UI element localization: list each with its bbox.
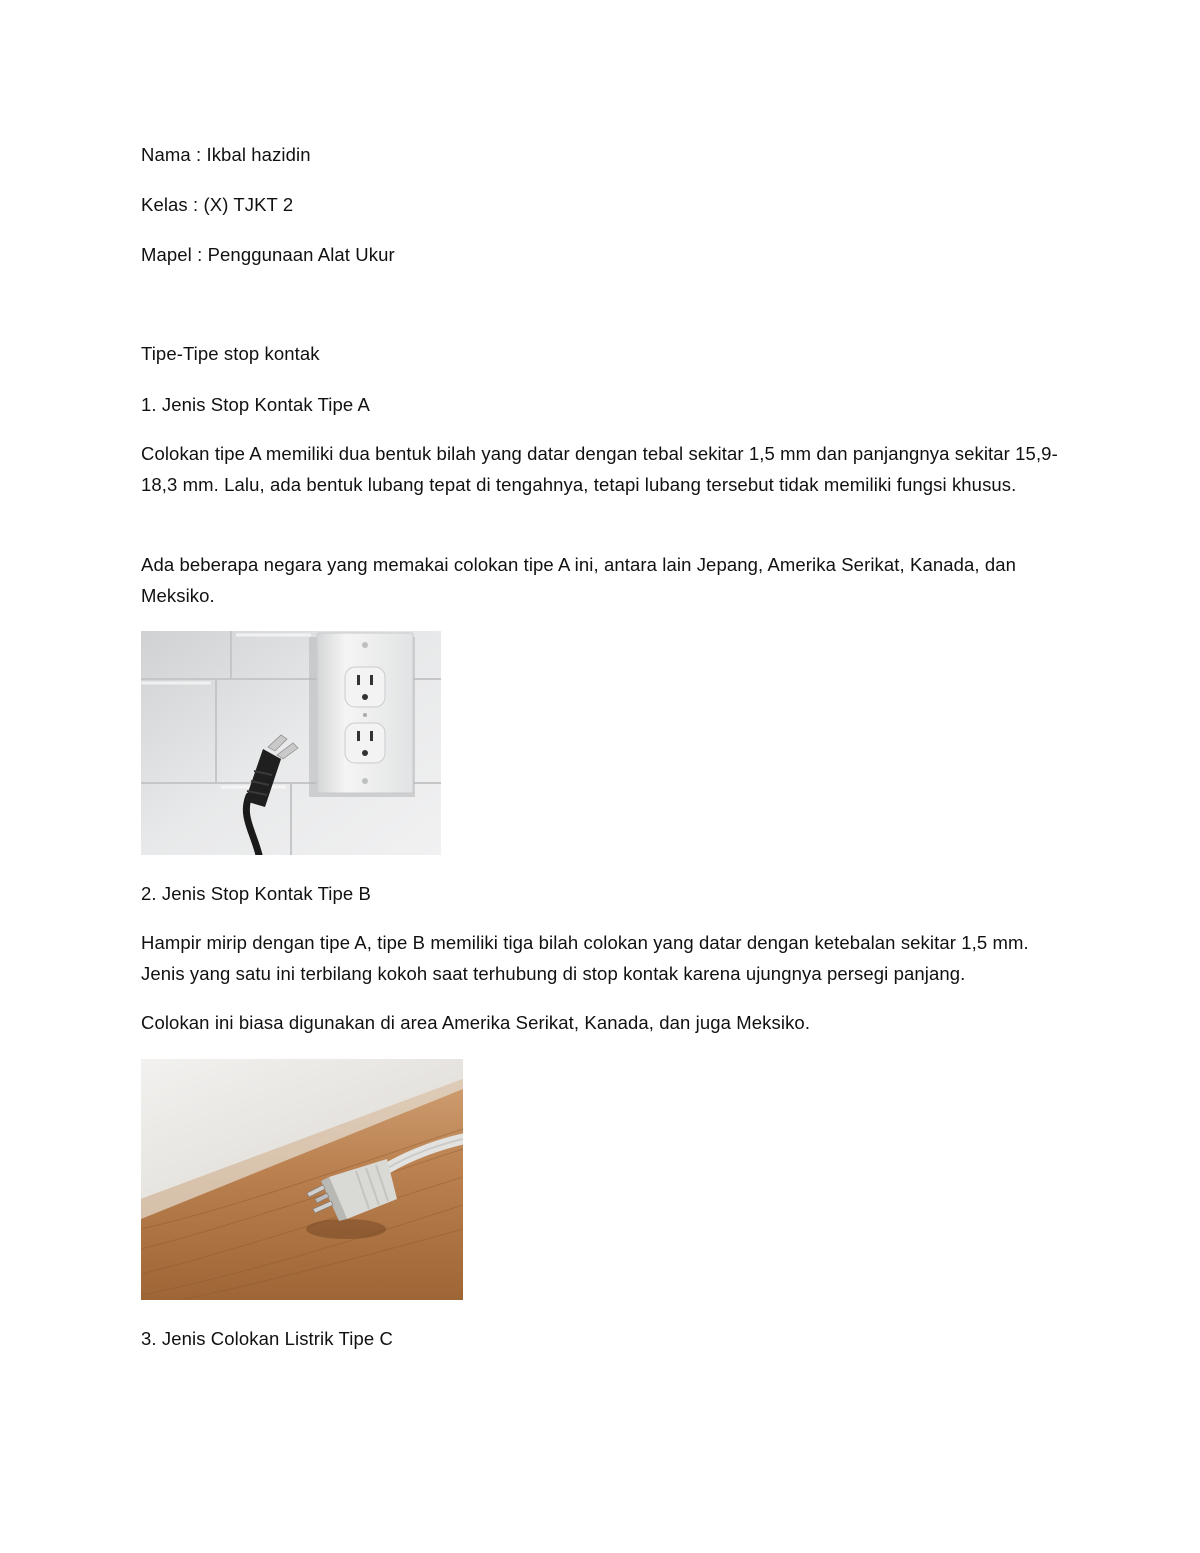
section-b-countries: Colokan ini biasa digunakan di area Amerika Serikat, Kanada, dan juga Meksiko. [141, 1012, 811, 1033]
section-heading-type-b: 2. Jenis Stop Kontak Tipe B [141, 883, 371, 904]
section-heading-type-a: 1. Jenis Stop Kontak Tipe A [141, 394, 370, 415]
type-b-plug-photo [141, 1059, 463, 1300]
student-class: Kelas : (X) TJKT 2 [141, 194, 294, 215]
section-a-countries: Ada beberapa negara yang memakai colokan tipe A ini, antara lain Jepang, Amerika Serikat, Kanada, dan Meksiko. [141, 554, 1017, 606]
type-a-plug-photo [141, 631, 441, 855]
student-name: Nama : Ikbal hazidin [141, 144, 311, 165]
section-b-description: Hampir mirip dengan tipe A, tipe B memiliki tiga bilah colokan yang datar dengan ketebalan sekitar 1,5 mm. Jenis yang satu ini terbilang kokoh saat terhubung di stop kontak karena ujungnya persegi panjang. [141, 932, 1029, 984]
document-title: Tipe-Tipe stop kontak [141, 343, 320, 364]
section-a-description: Colokan tipe A memiliki dua bentuk bilah yang datar dengan tebal sekitar 1,5 mm dan panjangnya sekitar 15,9-18,3 mm. Lalu, ada bentuk lubang tepat di tengahnya, tetapi lubang tersebut tidak memiliki fungsi khusus. [141, 443, 1058, 495]
section-heading-type-c: 3. Jenis Colokan Listrik Tipe C [141, 1328, 393, 1349]
subject: Mapel : Penggunaan Alat Ukur [141, 244, 395, 265]
